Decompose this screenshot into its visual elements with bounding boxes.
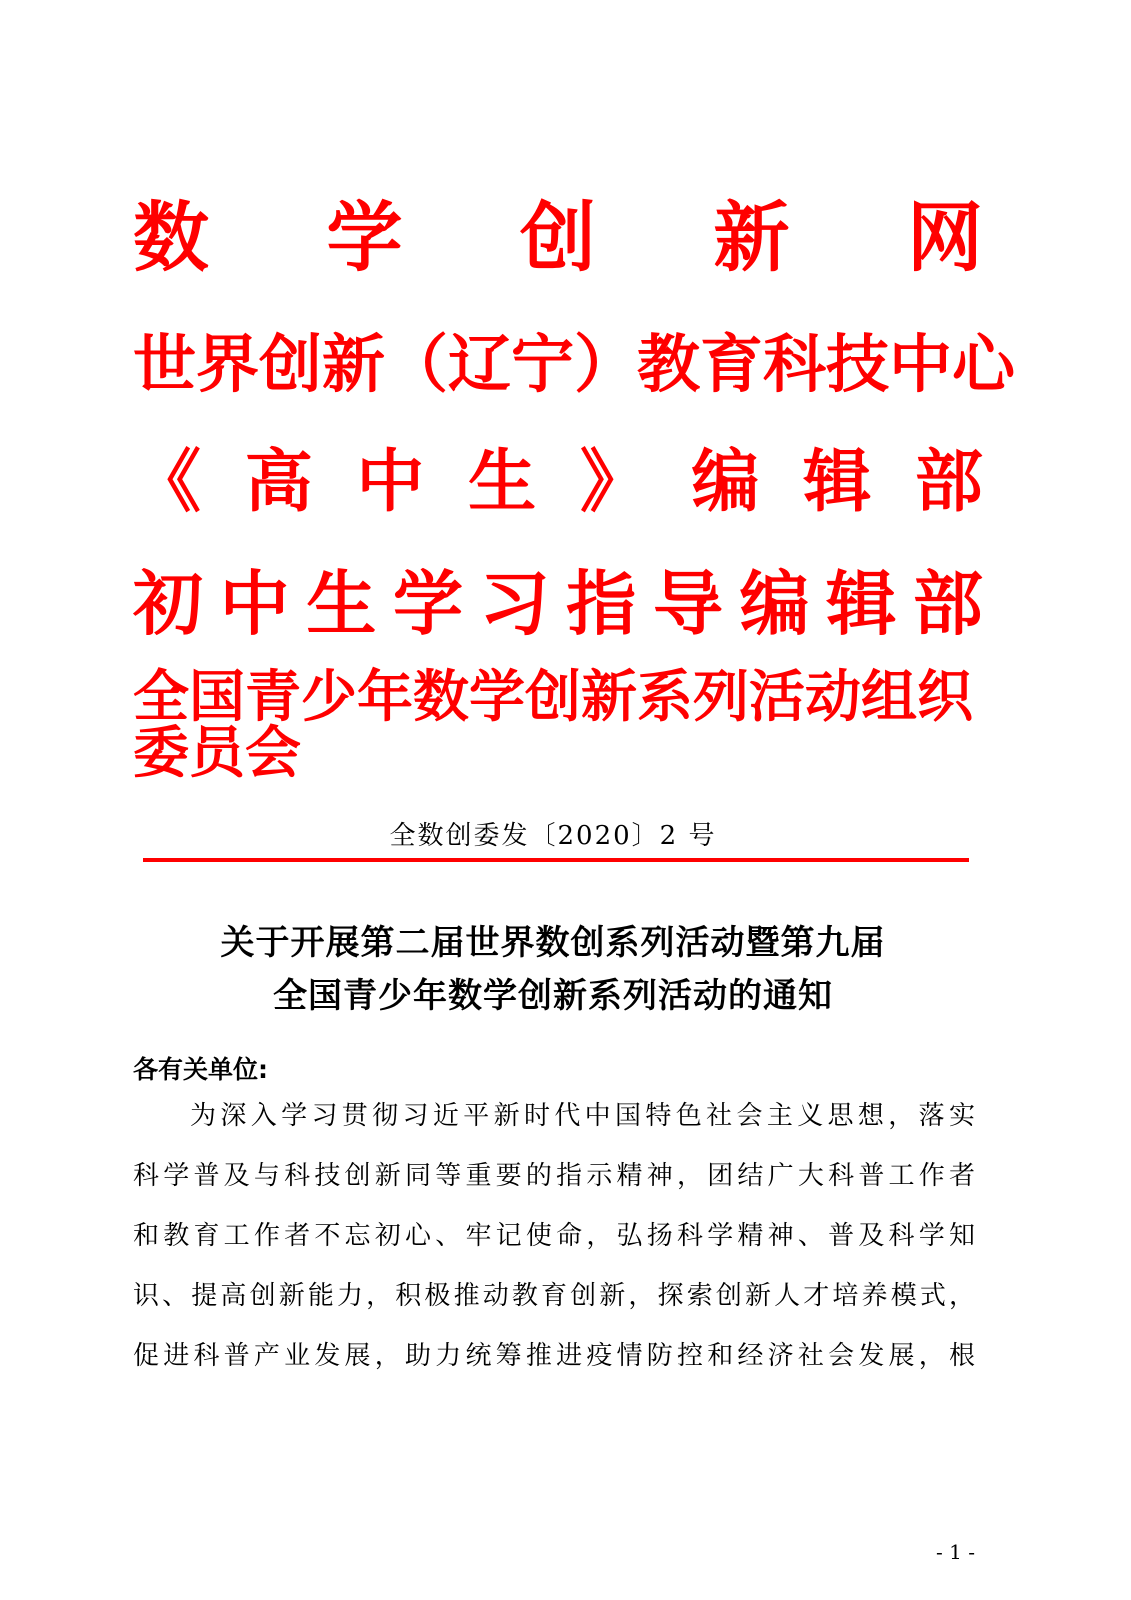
- letterhead-char: 辑: [826, 563, 897, 645]
- letterhead-char: 教: [637, 327, 700, 401]
- letterhead-line-2: [133, 321, 1015, 407]
- letterhead-char: ）: [574, 327, 637, 401]
- letterhead-char: 》: [579, 443, 648, 522]
- page-number: - 1 -: [936, 1540, 975, 1564]
- letterhead-char: 学: [392, 563, 463, 645]
- notice-title-line-1: 关于开展第二届世界数创系列活动暨第九届: [220, 923, 886, 963]
- body-line: 科学普及与科技创新同等重要的指示精神，团结广大科普工作者: [133, 1161, 975, 1191]
- letterhead-char: 导: [652, 563, 723, 645]
- letterhead-char: 心: [952, 327, 1015, 401]
- letterhead-char: 技: [826, 327, 889, 401]
- letterhead-committee: 全国青少年数学创新系列活动组织委员会: [133, 665, 973, 786]
- letterhead-char: 生: [468, 443, 537, 522]
- letterhead-line-5: [133, 665, 983, 786]
- salutation: 各有关单位:: [133, 1055, 268, 1084]
- letterhead-char: 宁: [511, 327, 574, 401]
- letterhead-char: 世: [133, 327, 196, 401]
- letterhead-char: 中: [356, 443, 425, 522]
- body-line: 和教育工作者不忘初心、牢记使命，弘扬科学精神、普及科学知: [133, 1221, 975, 1251]
- letterhead-char: 中: [889, 327, 952, 401]
- letterhead-char: 生: [306, 563, 377, 645]
- letterhead-char: 辽: [448, 327, 511, 401]
- letterhead-char: 习: [479, 563, 550, 645]
- letterhead-char: 数: [133, 193, 209, 282]
- letterhead-char: （: [385, 327, 448, 401]
- letterhead-line-3: [133, 440, 983, 526]
- letterhead-char: 网: [907, 193, 983, 282]
- letterhead-char: 初: [133, 563, 203, 645]
- notice-title-line-2: 全国青少年数学创新系列活动的通知: [273, 976, 833, 1016]
- letterhead-char: 中: [219, 563, 290, 645]
- letterhead-line-1: [133, 195, 983, 281]
- body-line: 为深入学习贯彻习近平新时代中国特色社会主义思想，落实: [190, 1101, 975, 1131]
- letterhead-char: 新: [713, 193, 790, 282]
- letterhead-char: 指: [566, 563, 637, 645]
- letterhead-char: 部: [914, 443, 983, 522]
- letterhead-char: 创: [259, 327, 322, 401]
- letterhead-char: 学: [326, 193, 403, 282]
- letterhead-char: 育: [700, 327, 763, 401]
- letterhead-char: 编: [691, 443, 760, 522]
- letterhead-line-4: [133, 561, 983, 647]
- red-divider: [143, 858, 969, 862]
- letterhead-char: 界: [196, 327, 259, 401]
- letterhead-char: 新: [322, 327, 385, 401]
- body-line: 促进科普产业发展，助力统筹推进疫情防控和经济社会发展，根: [133, 1341, 975, 1371]
- letterhead-char: 《: [133, 443, 202, 522]
- body-line: 识、提高创新能力，积极推动教育创新，探索创新人才培养模式，: [133, 1281, 975, 1311]
- letterhead-char: 编: [739, 563, 810, 645]
- document-number: 全数创委发〔2020〕2 号: [389, 821, 717, 851]
- letterhead-char: 高: [244, 443, 313, 522]
- letterhead-char: 辑: [803, 443, 872, 522]
- letterhead-char: 创: [520, 193, 596, 282]
- letterhead-char: 科: [763, 327, 826, 401]
- letterhead-char: 部: [912, 563, 983, 645]
